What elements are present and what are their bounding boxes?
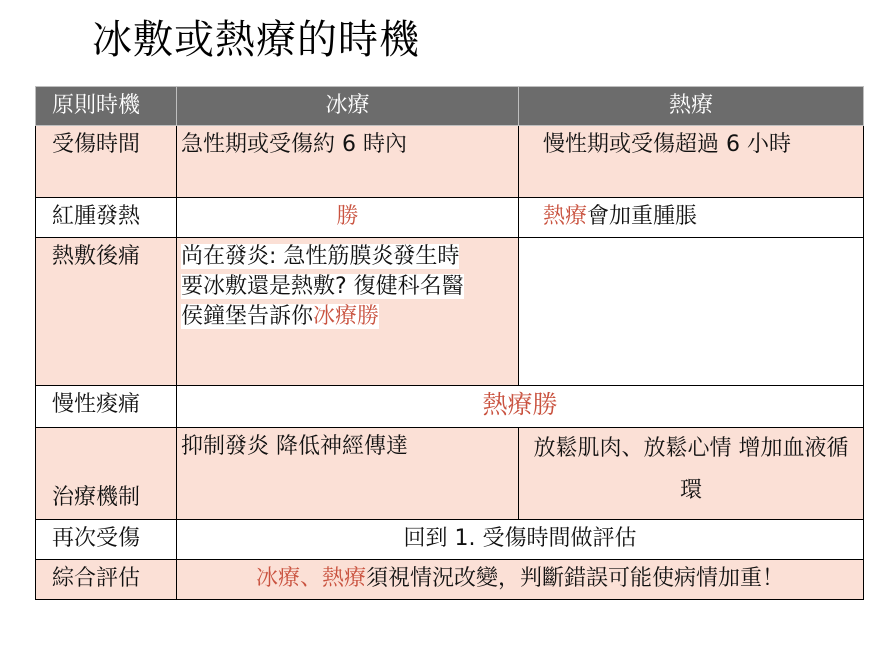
row-label: 綜合評估 bbox=[36, 560, 177, 600]
table-row bbox=[36, 198, 864, 238]
table-row bbox=[36, 238, 864, 386]
row-label: 受傷時間 bbox=[36, 126, 177, 198]
row-label: 慢性痠痛 bbox=[36, 386, 177, 428]
row-label: 治療機制 bbox=[36, 428, 177, 520]
heat-cell bbox=[519, 238, 864, 386]
ice-cell bbox=[177, 238, 519, 386]
merged-cell bbox=[177, 560, 864, 600]
table-header-row bbox=[36, 87, 864, 126]
heat-cell-text: 會加重腫脹 bbox=[587, 204, 698, 229]
header-ice: 冰療 bbox=[177, 87, 519, 126]
header-principle: 原則時機 bbox=[36, 87, 177, 126]
row-label: 再次受傷 bbox=[36, 520, 177, 560]
table-row bbox=[36, 386, 864, 428]
ice-cell: 抑制發炎 降低神經傳達 bbox=[177, 428, 519, 520]
table-row bbox=[36, 428, 864, 520]
heat-cell bbox=[519, 198, 864, 238]
heat-cell: 放鬆肌肉、放鬆心情 增加血液循環 bbox=[519, 428, 864, 520]
table-row bbox=[36, 126, 864, 198]
table-row bbox=[36, 560, 864, 600]
heat-cell: 慢性期或受傷超過 6 小時 bbox=[519, 126, 864, 198]
table-row bbox=[36, 520, 864, 560]
merged-cell-highlight: 冰療、熱療 bbox=[255, 566, 366, 591]
ice-cell-text: 尚在發炎: 急性筋膜炎發生時要冰敷還是熱敷? 復健科名醫侯鐘堡告訴你 bbox=[181, 244, 464, 329]
ice-cell: 急性期或受傷約 6 時內 bbox=[177, 126, 519, 198]
heat-cell-highlight: 熱療 bbox=[543, 204, 588, 229]
ice-cell: 勝 bbox=[177, 198, 519, 238]
row-label: 熱敷後痛 bbox=[36, 238, 177, 386]
page-title: 冰敷或熱療的時機 bbox=[92, 17, 420, 63]
merged-cell: 回到 1. 受傷時間做評估 bbox=[177, 520, 864, 560]
header-heat: 熱療 bbox=[519, 87, 864, 126]
comparison-table bbox=[35, 86, 864, 600]
merged-cell: 熱療勝 bbox=[177, 386, 864, 428]
ice-cell-highlight: 冰療勝 bbox=[313, 304, 380, 329]
merged-cell-text: 須視情況改變，判斷錯誤可能使病情加重！ bbox=[366, 566, 785, 591]
row-label: 紅腫發熱 bbox=[36, 198, 177, 238]
